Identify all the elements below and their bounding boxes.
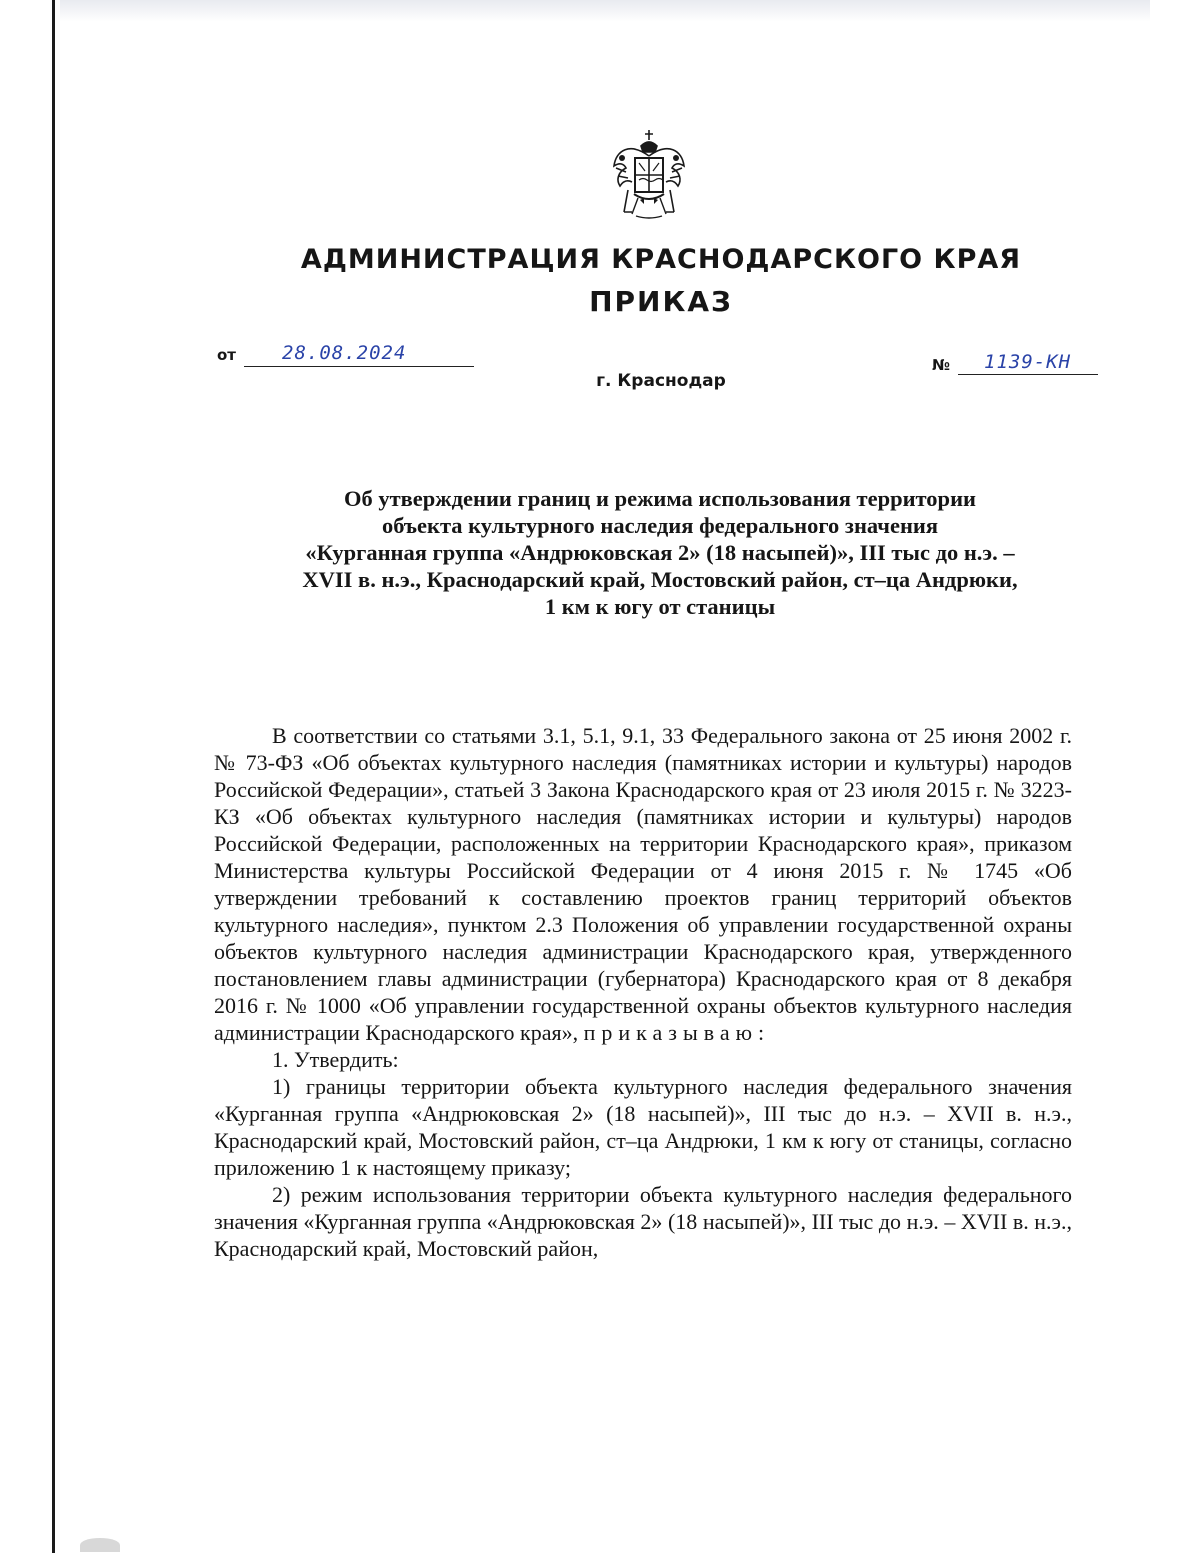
title-line: объекта культурного наследия федерального значения — [381, 513, 939, 538]
document-body — [214, 722, 1072, 1262]
title-line: «Курганная группа «Андрюковская 2» (18 насыпей)», III тыс до н.э. – — [305, 540, 1015, 565]
item-1-1: 1) границы территории объекта культурного наследия федерального значения «Курганная группа «Андрюковская 2» (18 насыпей)», III тыс до н.э. – XVII в. н.э., Краснодарский край, Мостовский район, ст–ца Андрюки, 1 км к югу от станицы, согласно приложению 1 к настоящему приказу; — [214, 1074, 1072, 1180]
document-type: ПРИКАЗ — [589, 285, 733, 318]
document-city: г. Краснодар — [596, 371, 726, 391]
order-word: приказываю: — [583, 1020, 771, 1045]
item-1: 1. Утвердить: — [272, 1047, 399, 1072]
organization-name: АДМИНИСТРАЦИЯ КРАСНОДАРСКОГО КРАЯ — [300, 244, 1022, 275]
scan-shadow-top — [60, 0, 1150, 22]
handwritten-number: 1139-КН — [984, 351, 1072, 373]
scan-edge-left — [52, 0, 55, 1553]
preamble-paragraph — [214, 722, 1072, 1046]
date-label: от — [217, 346, 236, 364]
document-title — [210, 485, 1110, 620]
coat-of-arms-icon — [610, 128, 688, 220]
item-1-2: 2) режим использования территории объекта культурного наследия федерального значения «Курганная группа «Андрюковская 2» (18 насыпей)», III тыс до н.э. – XVII в. н.э., Краснодарский край, Мостовский район, — [214, 1182, 1072, 1261]
number-underline — [958, 374, 1098, 375]
preamble-text: В соответствии со статьями 3.1, 5.1, 9.1, 33 Федерального закона от 25 июня 2002 г. № 73-ФЗ «Об объектах культурного наследия (памятниках истории и культуры) народов Российской Федерации», статьей 3 Закона Краснодарского края от 23 июля 2015 г. № 3223-КЗ «Об объектах культурного наследия (памятниках истории и культуры) народов Российской Федерации, расположенных на территории Краснодарского края», приказом Министерства культуры Российской Федерации от 4 июня 2015 г. № 1745 «Об утверждении требований к составлению проектов границ территорий объектов культурного наследия», пунктом 2.3 Положения об управлении государственной охраны объектов культурного наследия администрации Краснодарского края, утвержденного постановлением главы администрации (губернатора) Краснодарского края от 8 декабря 2016 г. № 1000 «Об управлении государственной охраны объектов культурного наследия администрации Краснодарского края», — [214, 723, 1072, 1045]
number-label: № — [932, 356, 951, 374]
title-line: 1 км к югу от станицы — [544, 594, 776, 619]
handwritten-date: 28.08.2024 — [282, 342, 407, 364]
date-underline — [244, 366, 474, 367]
title-line: XVII в. н.э., Краснодарский край, Мостовский район, ст–ца Андрюки, — [302, 567, 1018, 592]
title-line: Об утверждении границ и режима использования территории — [343, 486, 977, 511]
scan-artifact — [80, 1538, 120, 1552]
